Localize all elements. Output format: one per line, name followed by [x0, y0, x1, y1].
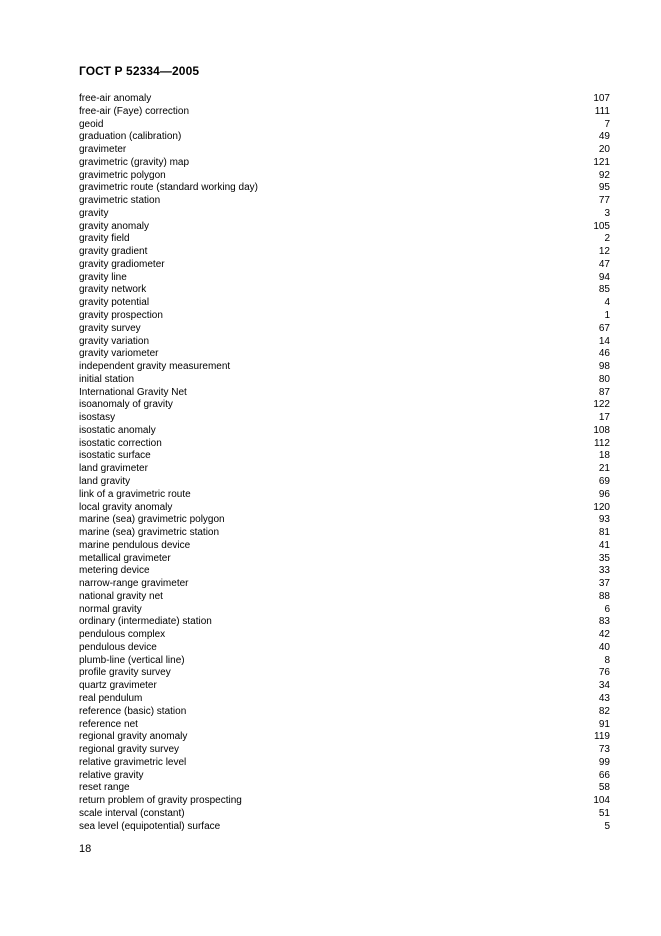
index-term: gravity [79, 207, 109, 219]
index-term-number: 104 [593, 795, 610, 807]
index-entry [79, 157, 612, 170]
index-term: gravity network [79, 284, 147, 296]
index-entry [79, 655, 612, 668]
index-term: gravity gradient [79, 246, 148, 258]
index-entry [79, 131, 612, 144]
index-entry [79, 604, 612, 617]
index-entry [79, 119, 612, 132]
index-term-number: 17 [598, 412, 610, 424]
index-entry [79, 553, 612, 566]
index-term-number: 111 [594, 105, 610, 117]
document-header: ГОСТ Р 52334—2005 [79, 64, 200, 78]
index-term: return problem of gravity prospecting [79, 795, 242, 807]
index-entry [79, 272, 612, 285]
index-term: ordinary (intermediate) station [79, 616, 212, 628]
index-term: gravity anomaly [79, 220, 150, 232]
index-term: graduation (calibration) [79, 131, 182, 143]
index-term: scale interval (constant) [79, 807, 185, 819]
index-term-number: 18 [598, 450, 610, 462]
index-term-number: 81 [598, 527, 610, 539]
index-entry [79, 438, 612, 451]
index-entry [79, 182, 612, 195]
index-term-number: 83 [598, 616, 610, 628]
index-term-number: 12 [598, 246, 610, 258]
index-term: gravimetric (gravity) map [79, 156, 190, 168]
index-term-number: 121 [593, 156, 610, 168]
index-term-number: 73 [598, 744, 610, 756]
index-term: metallical gravimeter [79, 552, 171, 564]
index-term-number: 35 [598, 552, 610, 564]
index-entry [79, 642, 612, 655]
index-term: gravity gradiometer [79, 258, 165, 270]
index-term-number: 122 [593, 399, 610, 411]
index-term-number: 34 [598, 680, 610, 692]
index-term: geoid [79, 118, 104, 130]
index-entry [79, 514, 612, 527]
index-entry [79, 591, 612, 604]
index-term: gravity survey [79, 322, 141, 334]
index-term-number: 98 [598, 361, 610, 373]
index-term-number: 94 [598, 271, 610, 283]
index-term-number: 41 [598, 539, 610, 551]
index-term-number: 7 [604, 118, 610, 130]
index-term: profile gravity survey [79, 667, 171, 679]
index-term: marine (sea) gravimetric polygon [79, 514, 225, 526]
index-term: isostatic correction [79, 437, 162, 449]
index-term: plumb-line (vertical line) [79, 654, 185, 666]
index-term: gravity potential [79, 297, 150, 309]
index-term: relative gravity [79, 769, 144, 781]
index-term: gravimetric route (standard working day) [79, 182, 258, 194]
index-term: free-air anomaly [79, 93, 152, 104]
index-term: isoanomaly of gravity [79, 399, 173, 411]
index-term-number: 46 [598, 348, 610, 360]
index-term: isostatic anomaly [79, 424, 156, 436]
index-term: reference (basic) station [79, 705, 187, 717]
index-term-number: 49 [598, 131, 610, 143]
index-entry [79, 106, 612, 119]
index-term: regional gravity survey [79, 744, 180, 756]
index-term-number: 3 [604, 207, 610, 219]
index-term-number: 5 [604, 820, 610, 832]
index-term-number: 67 [598, 322, 610, 334]
index-term: independent gravity measurement [79, 361, 231, 373]
index-entry [79, 412, 612, 425]
index-term-number: 37 [598, 578, 610, 590]
index-term: quartz gravimeter [79, 680, 157, 692]
index-term-number: 91 [598, 718, 610, 730]
index-term-number: 58 [598, 782, 610, 794]
index-term-number: 40 [598, 641, 610, 653]
index-entry [79, 259, 612, 272]
index-entry [79, 297, 612, 310]
index-term-number: 99 [598, 756, 610, 768]
index-entry [79, 246, 612, 259]
index-term-number: 4 [604, 297, 610, 309]
index-term-number: 2 [604, 233, 610, 245]
index-term-number: 1 [604, 310, 610, 322]
index-entry [79, 284, 612, 297]
index-entry [79, 629, 612, 642]
index-entry [79, 348, 612, 361]
index-term-number: 76 [598, 667, 610, 679]
index-term: land gravimeter [79, 463, 148, 475]
index-term-number: 80 [598, 373, 610, 385]
index-term: gravimetric station [79, 195, 161, 207]
index-term-number: 108 [593, 424, 610, 436]
index-entry [79, 667, 612, 680]
index-entry [79, 336, 612, 349]
index-term: local gravity anomaly [79, 501, 173, 513]
index-entry [79, 208, 612, 221]
index-entry [79, 310, 612, 323]
index-entry [79, 821, 612, 834]
index-term-number: 85 [598, 284, 610, 296]
index-term-number: 8 [604, 654, 610, 666]
index-term-number: 51 [598, 807, 610, 819]
index-entry [79, 387, 612, 400]
index-term: isostasy [79, 412, 116, 424]
index-entry [79, 782, 612, 795]
index-term-number: 82 [598, 705, 610, 717]
index-entry [79, 795, 612, 808]
index-term-number: 42 [598, 629, 610, 641]
index-term: gravity line [79, 271, 127, 283]
index-term: narrow-range gravimeter [79, 578, 189, 590]
index-term-number: 14 [598, 335, 610, 347]
index-term: normal gravity [79, 603, 142, 615]
index-entry [79, 770, 612, 783]
index-term: relative gravimetric level [79, 756, 187, 768]
index-entry [79, 540, 612, 553]
index-entry [79, 757, 612, 770]
index-term-number: 47 [598, 258, 610, 270]
index-entry [79, 680, 612, 693]
index-term: reference net [79, 718, 138, 730]
index-entry [79, 463, 612, 476]
index-term-number: 107 [593, 93, 610, 104]
index-entry [79, 489, 612, 502]
index-term-number: 77 [598, 195, 610, 207]
index-term-number: 120 [593, 501, 610, 513]
index-entry [79, 808, 612, 821]
index-entry [79, 195, 612, 208]
index-term: link of a gravimetric route [79, 488, 191, 500]
index-entry [79, 476, 612, 489]
index-term-number: 112 [594, 437, 610, 449]
index-term: International Gravity Net [79, 386, 187, 398]
index-term: metering device [79, 565, 150, 577]
index-term: gravity variation [79, 335, 150, 347]
index-entry [79, 731, 612, 744]
index-term: gravity variometer [79, 348, 159, 360]
index-term: gravity prospection [79, 310, 163, 322]
index-entry [79, 233, 612, 246]
index-term-number: 21 [598, 463, 610, 475]
index-term-number: 66 [598, 769, 610, 781]
index-entry [79, 565, 612, 578]
index-term: pendulous complex [79, 629, 166, 641]
index-term-number: 93 [598, 514, 610, 526]
index-entry [79, 706, 612, 719]
index-term-number: 119 [594, 731, 610, 743]
index-entry [79, 361, 612, 374]
index-entry [79, 693, 612, 706]
index-term-number: 88 [598, 590, 610, 602]
term-index-list [79, 93, 612, 833]
index-term-number: 69 [598, 475, 610, 487]
index-term-number: 96 [598, 488, 610, 500]
index-term: marine pendulous device [79, 539, 191, 551]
index-entry [79, 578, 612, 591]
index-entry [79, 170, 612, 183]
index-term-number: 33 [598, 565, 610, 577]
index-term-number: 92 [598, 169, 610, 181]
index-term: gravimeter [79, 144, 127, 156]
index-entry [79, 144, 612, 157]
index-term: regional gravity anomaly [79, 731, 188, 743]
index-term-number: 6 [604, 603, 610, 615]
index-entry [79, 399, 612, 412]
index-entry [79, 221, 612, 234]
index-entry [79, 425, 612, 438]
index-term: sea level (equipotential) surface [79, 820, 221, 832]
index-term: gravimetric polygon [79, 169, 166, 181]
index-entry [79, 527, 612, 540]
index-term: land gravity [79, 475, 131, 487]
index-entry [79, 744, 612, 757]
index-term-number: 87 [598, 386, 610, 398]
index-term: isostatic surface [79, 450, 151, 462]
page-number: 18 [79, 843, 92, 855]
index-term: marine (sea) gravimetric station [79, 527, 220, 539]
index-entry [79, 502, 612, 515]
index-entry [79, 450, 612, 463]
index-term-number: 43 [598, 692, 610, 704]
index-entry [79, 93, 612, 106]
index-term: pendulous device [79, 641, 157, 653]
index-term-number: 105 [593, 220, 610, 232]
index-term: initial station [79, 373, 135, 385]
index-entry [79, 323, 612, 336]
index-term: national gravity net [79, 590, 163, 602]
index-term: reset range [79, 782, 130, 794]
index-entry [79, 374, 612, 387]
index-term: gravity field [79, 233, 130, 245]
index-term-number: 20 [598, 144, 610, 156]
index-term: real pendulum [79, 692, 143, 704]
index-entry [79, 719, 612, 732]
index-term: free-air (Faye) correction [79, 105, 190, 117]
index-term-number: 95 [598, 182, 610, 194]
index-entry [79, 616, 612, 629]
